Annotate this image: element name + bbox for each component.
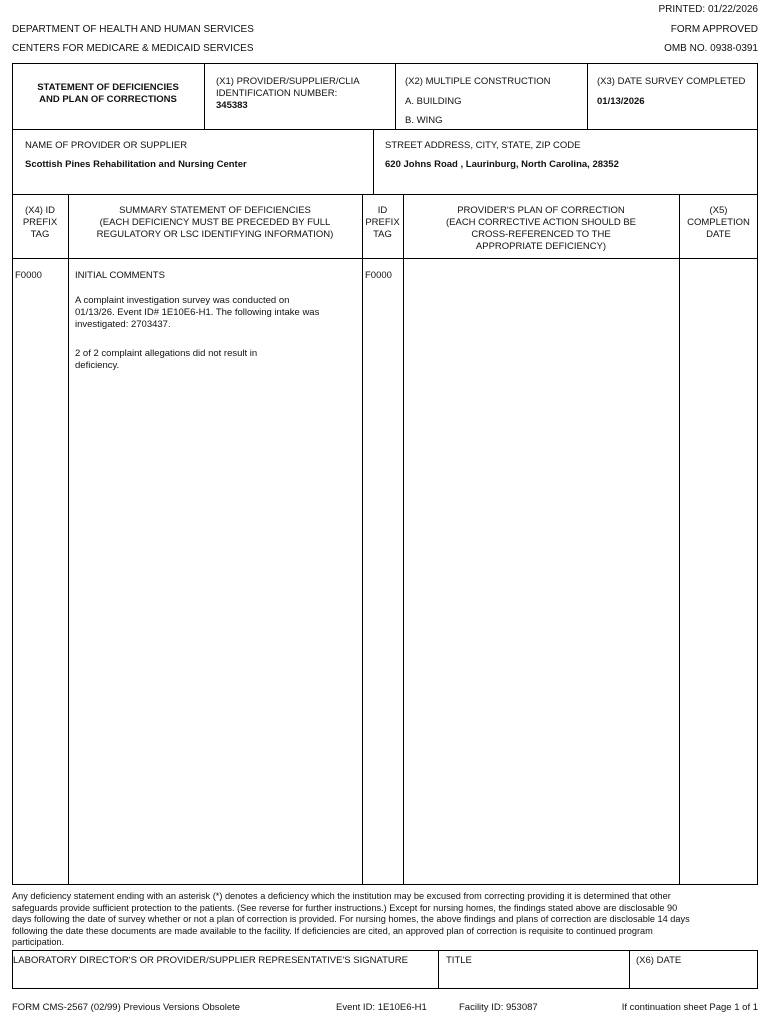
- address-label: STREET ADDRESS, CITY, STATE, ZIP CODE: [385, 140, 581, 151]
- omb-number: OMB NO. 0938-0391: [664, 43, 758, 54]
- x1-provider-id: (X1) PROVIDER/SUPPLIER/CLIA IDENTIFICATION NUMBER: 345383: [216, 76, 391, 112]
- form-approved: FORM APPROVED: [670, 24, 758, 35]
- x6-date-field[interactable]: (X6) DATE: [636, 955, 682, 966]
- title-field[interactable]: TITLE: [446, 955, 472, 966]
- x3-date-label: (X3) DATE SURVEY COMPLETED: [597, 76, 746, 87]
- x2-building: A. BUILDING: [405, 96, 462, 107]
- provider-name-label: NAME OF PROVIDER OR SUPPLIER: [25, 140, 188, 151]
- summary-statement-header: SUMMARY STATEMENT OF DEFICIENCIES (EACH DEFICIENCY MUST BE PRECEDED BY FULL REGULATORY OR LSC IDENTIFYING INFORMATION): [96, 205, 334, 240]
- x3-date-value: 01/13/2026: [597, 96, 645, 107]
- event-id: Event ID: 1E10E6-H1: [336, 1002, 427, 1013]
- deficiency-tag: F0000: [15, 270, 42, 281]
- printed-date: PRINTED: 01/22/2026: [658, 4, 758, 15]
- x5-completion-date-header: (X5) COMPLETION DATE: [687, 205, 750, 240]
- provider-name: Scottish Pines Rehabilitation and Nursing Center: [25, 159, 247, 170]
- x1-value: 345383: [216, 100, 248, 111]
- x4-id-prefix-tag-header: (X4) ID PREFIX TAG: [22, 205, 58, 240]
- signature-field[interactable]: LABORATORY DIRECTOR'S OR PROVIDER/SUPPLIER REPRESENTATIVE'S SIGNATURE: [13, 955, 408, 966]
- address-value: 620 Johns Road , Laurinburg, North Carolina, 28352: [385, 159, 619, 170]
- page-indicator: If continuation sheet Page 1 of 1: [621, 1002, 758, 1013]
- facility-id: Facility ID: 953087: [459, 1002, 538, 1013]
- id-prefix-tag-header: ID PREFIX TAG: [365, 205, 400, 240]
- centers-name: CENTERS FOR MEDICARE & MEDICAID SERVICES: [12, 43, 254, 54]
- deficiency-title: INITIAL COMMENTS: [75, 270, 165, 281]
- statement-title: STATEMENT OF DEFICIENCIES AND PLAN OF CORRECTIONS: [37, 82, 179, 105]
- plan-tag: F0000: [365, 270, 392, 281]
- form-frame: [12, 63, 758, 885]
- deficiency-paragraph-2: 2 of 2 complaint allegations did not result in deficiency.: [75, 348, 258, 371]
- deficiency-paragraph-1: A complaint investigation survey was conducted on 01/13/26. Event ID# 1E10E6-H1. The following intake was investigated: 2703437.: [75, 295, 320, 330]
- department-name: DEPARTMENT OF HEALTH AND HUMAN SERVICES: [12, 24, 254, 35]
- x2-multiple-construction: (X2) MULTIPLE CONSTRUCTION: [405, 76, 551, 87]
- footnote: Any deficiency statement ending with an asterisk (*) denotes a deficiency which the institution may be excused from correcting providing it is determined that other safeguards provide sufficient protection to the patients. (See reverse for further instructions.) Except for nursing homes, the findings stated above are disclosable 90 days following the date of survey whether or not a plan of correction is provided. For nursing homes, the above findings and plans of correction are disclosable 14 days following the date these documents are made available to the facility. If deficiencies are cited, an approved plan of correction is requisite to continued program participation.: [12, 891, 690, 948]
- plan-of-correction-header: PROVIDER'S PLAN OF CORRECTION (EACH CORRECTIVE ACTION SHOULD BE CROSS-REFERENCED TO THE APPROPRIATE DEFICIENCY): [445, 205, 637, 252]
- form-number: FORM CMS-2567 (02/99) Previous Versions Obsolete: [12, 1002, 241, 1013]
- x2-wing: B. WING: [405, 115, 443, 126]
